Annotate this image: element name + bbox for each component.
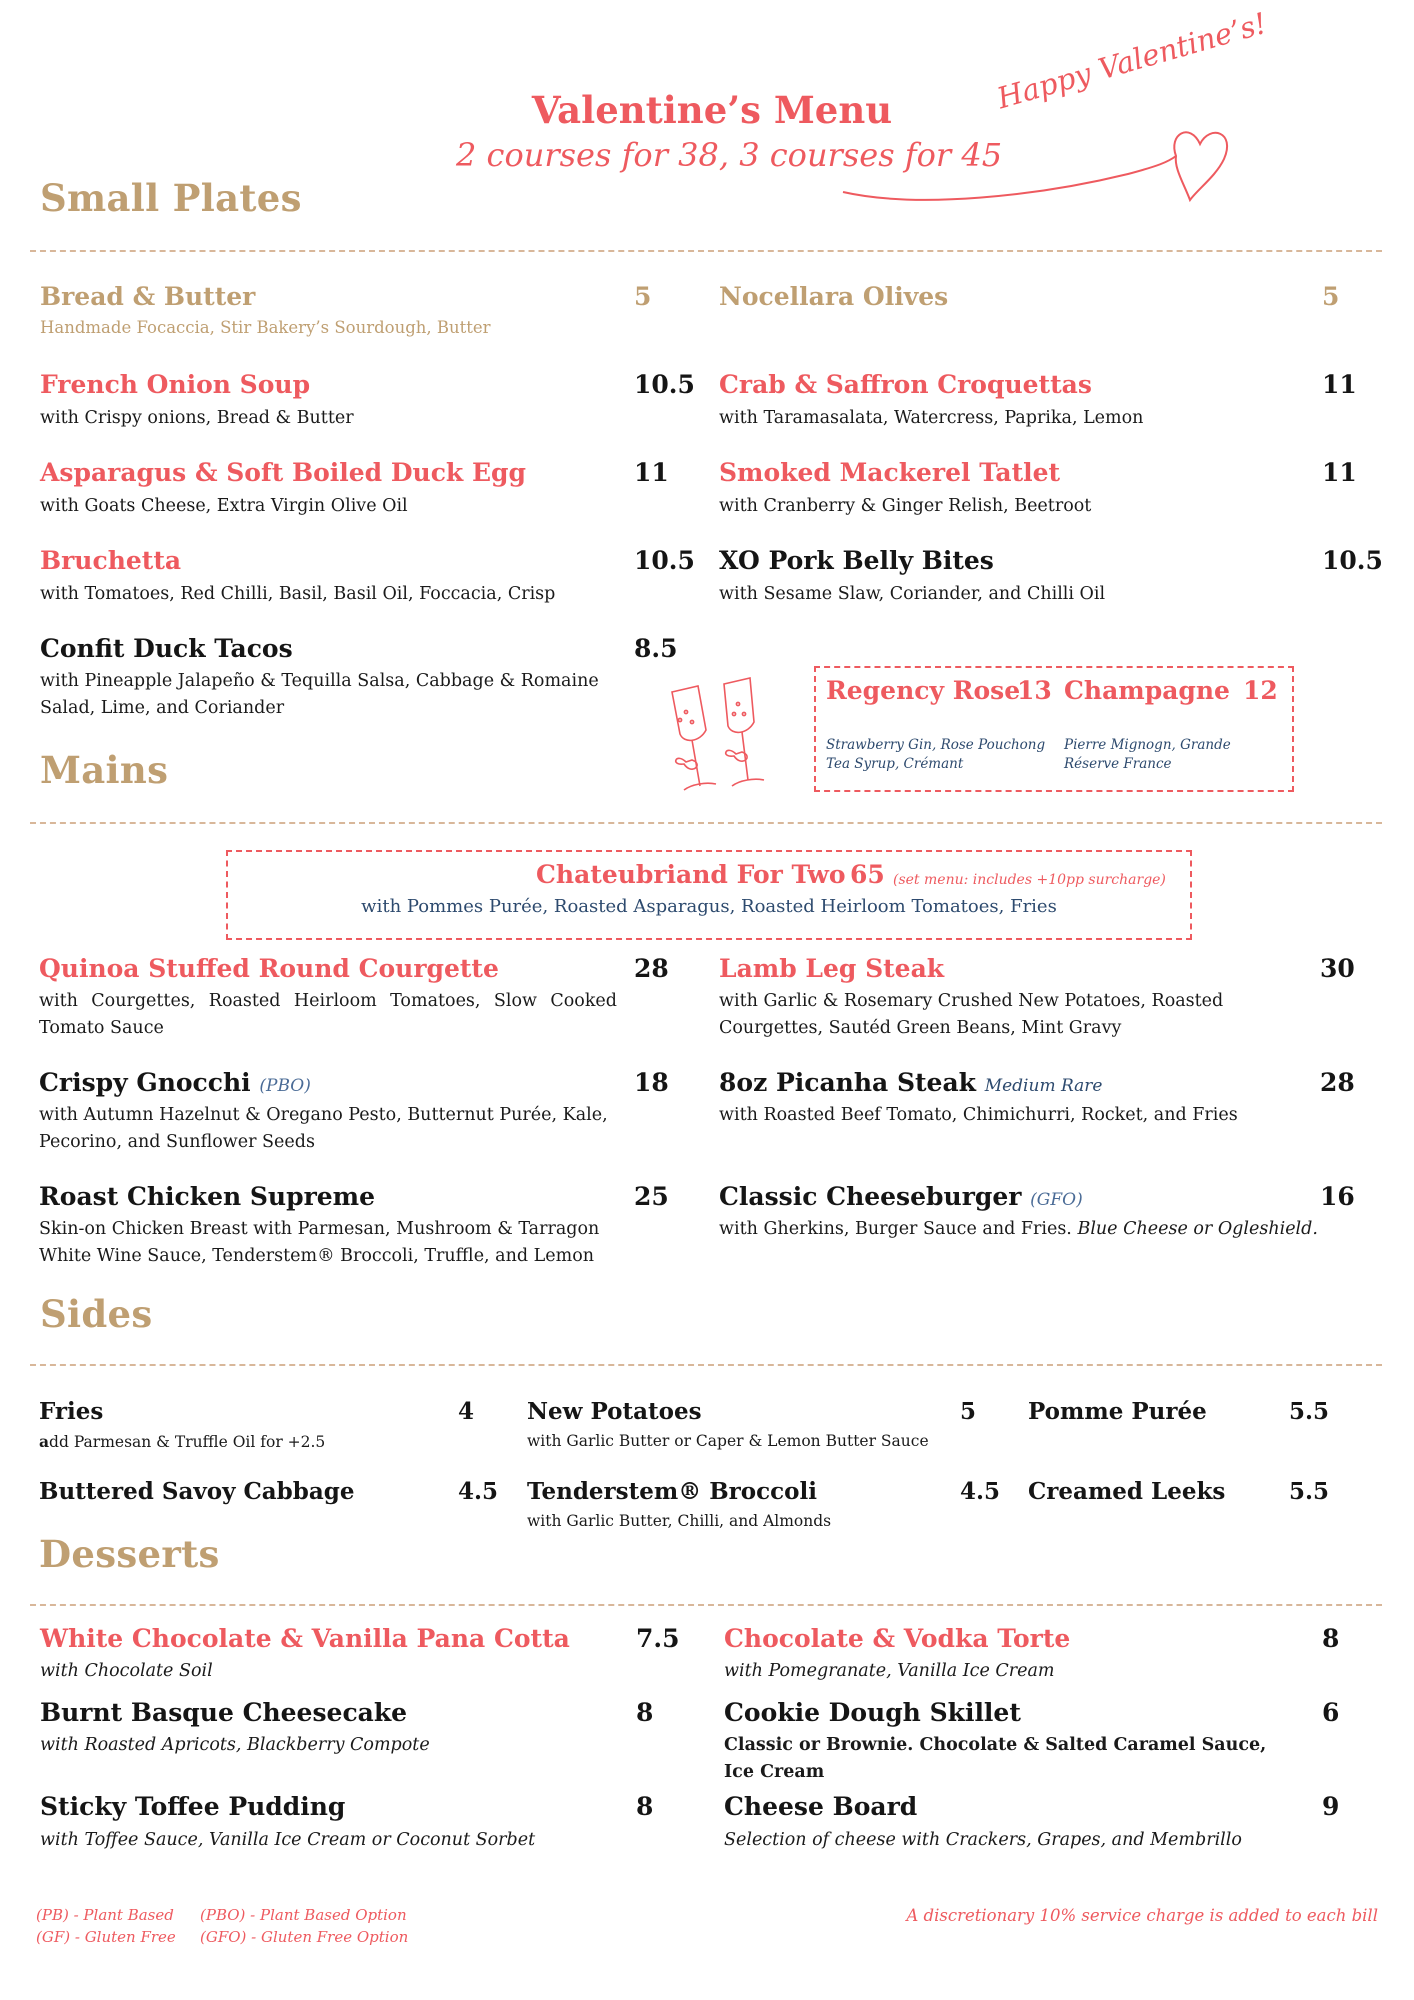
price-confit-duck-tacos: 8.5 — [634, 634, 678, 663]
service-charge-note: A discretionary 10% service charge is added to each bill — [906, 1906, 1378, 1925]
crispy-gnocchi-label: Crispy Gnocchi — [39, 1068, 251, 1097]
side-savoy-cabbage: Buttered Savoy Cabbage — [39, 1478, 355, 1505]
small-plates-heading: Small Plates — [40, 176, 302, 220]
item-smoked-mackerel: Smoked Mackerel Tatlet — [719, 458, 1061, 487]
item-nocellara-olives: Nocellara Olives — [719, 282, 949, 311]
desc-cheese-board: Selection of cheese with Crackers, Grapes, and Membrillo — [724, 1830, 1242, 1850]
desserts-divider — [30, 1604, 1382, 1606]
price-sticky-toffee: 8 — [636, 1792, 654, 1821]
price-bruchetta: 10.5 — [634, 546, 695, 575]
item-crispy-gnocchi — [39, 1068, 311, 1097]
item-bread-butter: Bread & Butter — [40, 282, 256, 311]
tag-medium-rare: Medium Rare — [984, 1076, 1103, 1096]
price-xo-pork-belly: 10.5 — [1322, 546, 1383, 575]
desc-picanha-steak: with Roasted Beef Tomato, Chimichurri, Rocket, and Fries — [719, 1105, 1238, 1125]
legend-gfo: (GFO) - Gluten Free Option — [200, 1928, 409, 1946]
cheeseburger-desc-italic: Blue Cheese or Ogleshield. — [1077, 1219, 1318, 1239]
desc-quinoa-courgette: with Courgettes, Roasted Heirloom Tomatoes, Slow Cooked Tomato Sauce — [39, 991, 617, 1038]
price-creamed-leeks: 5.5 — [1289, 1478, 1330, 1505]
side-tenderstem-broccoli: Tenderstem® Broccoli — [527, 1478, 817, 1505]
price-french-onion-soup: 10.5 — [634, 370, 695, 399]
item-bruchetta: Bruchetta — [40, 546, 182, 575]
price-basque-cheesecake: 8 — [636, 1698, 654, 1727]
price-crab-croquettas: 11 — [1322, 370, 1357, 399]
desc-roast-chicken: Skin-on Chicken Breast with Parmesan, Mushroom & Tarragon White Wine Sauce, Tenderstem® Broccoli, Truffle, and Lemon — [39, 1219, 600, 1266]
desc-pana-cotta: with Chocolate Soil — [40, 1661, 213, 1681]
side-fries: Fries — [39, 1398, 104, 1425]
desserts-heading: Desserts — [39, 1532, 220, 1576]
special-name: Chateubriand For Two — [536, 860, 846, 889]
item-quinoa-courgette: Quinoa Stuffed Round Courgette — [39, 954, 499, 983]
desc-smoked-mackerel: with Cranberry & Ginger Relish, Beetroot — [719, 496, 1092, 516]
desc-lamb-leg-steak: with Garlic & Rosemary Crushed New Potatoes, Roasted Courgettes, Sautéd Green Beans, Mint Gravy — [719, 991, 1224, 1038]
desc-sticky-toffee: with Toffee Sauce, Vanilla Ice Cream or Coconut Sorbet — [40, 1830, 536, 1850]
mains-heading: Mains — [40, 748, 169, 792]
item-classic-cheeseburger — [719, 1182, 1083, 1211]
price-pana-cotta: 7.5 — [636, 1624, 680, 1653]
dessert-vodka-torte: Chocolate & Vodka Torte — [724, 1624, 1071, 1653]
desc-confit-duck-tacos: with Pineapple Jalapeño & Tequilla Salsa, Cabbage & Romaine Salad, Lime, and Coriander — [40, 671, 599, 718]
item-confit-duck-tacos: Confit Duck Tacos — [40, 634, 293, 663]
desc-asparagus: with Goats Cheese, Extra Virgin Olive Oil — [40, 496, 408, 516]
price-regency-rose: 13 — [1017, 676, 1052, 705]
desc-bread-butter: Handmade Focaccia, Stir Bakery’s Sourdough, Butter — [40, 318, 491, 337]
item-xo-pork-belly: XO Pork Belly Bites — [719, 546, 994, 575]
price-savoy-cabbage: 4.5 — [458, 1478, 499, 1505]
desc-french-onion-soup: with Crispy onions, Bread & Butter — [40, 408, 354, 428]
dessert-basque-cheesecake: Burnt Basque Cheesecake — [40, 1698, 408, 1727]
dessert-pana-cotta: White Chocolate & Vanilla Pana Cotta — [40, 1624, 570, 1653]
price-champagne: 12 — [1243, 676, 1278, 705]
dessert-sticky-toffee: Sticky Toffee Pudding — [40, 1792, 346, 1821]
legend-pbo: (PBO) - Plant Based Option — [200, 1906, 407, 1924]
desc-xo-pork-belly: with Sesame Slaw, Coriander, and Chilli Oil — [719, 584, 1106, 604]
price-quinoa-courgette: 28 — [634, 954, 669, 983]
desc-regency-rose: Strawberry Gin, Rose Pouchong Tea Syrup, Crémant — [826, 737, 1046, 772]
classic-cheeseburger-label: Classic Cheeseburger — [719, 1182, 1022, 1211]
desc-fries-rest: dd Parmesan & Truffle Oil for +2.5 — [49, 1433, 326, 1451]
sides-heading: Sides — [40, 1292, 153, 1336]
price-tenderstem-broccoli: 4.5 — [960, 1478, 1001, 1505]
drink-regency-rose: Regency Rose — [826, 676, 1021, 705]
small-plates-divider — [30, 250, 1382, 252]
menu-subtitle: 2 courses for 38, 3 courses for 45 — [456, 136, 1003, 174]
price-nocellara-olives: 5 — [1322, 282, 1340, 311]
dessert-cheese-board: Cheese Board — [724, 1792, 918, 1821]
desc-fries — [39, 1432, 325, 1451]
desc-classic-cheeseburger — [719, 1216, 1318, 1243]
tag-pbo: (PBO) — [259, 1076, 311, 1096]
legend-gf: (GF) - Gluten Free — [36, 1928, 176, 1946]
side-creamed-leeks: Creamed Leeks — [1028, 1478, 1226, 1505]
price-cookie-dough: 6 — [1322, 1698, 1340, 1727]
price-fries: 4 — [458, 1398, 475, 1425]
price-crispy-gnocchi: 18 — [634, 1068, 669, 1097]
item-french-onion-soup: French Onion Soup — [40, 370, 311, 399]
legend-pb: (PB) - Plant Based — [36, 1906, 174, 1924]
side-new-potatoes: New Potatoes — [527, 1398, 702, 1425]
desc-vodka-torte: with Pomegranate, Vanilla Ice Cream — [724, 1661, 1055, 1681]
tag-gfo: (GFO) — [1030, 1190, 1083, 1210]
price-lamb-leg-steak: 30 — [1320, 954, 1355, 983]
desc-crab-croquettas: with Taramasalata, Watercress, Paprika, Lemon — [719, 408, 1144, 428]
dessert-cookie-dough: Cookie Dough Skillet — [724, 1698, 1021, 1727]
picanha-steak-label: 8oz Picanha Steak — [719, 1068, 976, 1097]
desc-tenderstem-broccoli: with Garlic Butter, Chilli, and Almonds — [527, 1512, 832, 1530]
desc-cookie-dough: Classic or Brownie. Chocolate & Salted Caramel Sauce, Ice Cream — [724, 1735, 1267, 1782]
item-roast-chicken: Roast Chicken Supreme — [39, 1182, 376, 1211]
mains-divider — [30, 822, 1382, 824]
price-pomme-puree: 5.5 — [1289, 1398, 1330, 1425]
desc-fries-a: a — [39, 1432, 50, 1451]
price-new-potatoes: 5 — [960, 1398, 977, 1425]
happy-valentines-script: Happy Valentine’s! — [993, 5, 1271, 116]
drink-champagne: Champagne — [1064, 676, 1230, 705]
cheeseburger-desc-text: with Gherkins, Burger Sauce and Fries. — [719, 1219, 1072, 1239]
heart-swoosh-icon — [838, 104, 1268, 214]
item-crab-croquettas: Crab & Saffron Croquettas — [719, 370, 1092, 399]
desc-new-potatoes: with Garlic Butter or Caper & Lemon Butter Sauce — [527, 1432, 929, 1450]
special-desc: with Pommes Purée, Roasted Asparagus, Roasted Heirloom Tomatoes, Fries — [361, 896, 1057, 917]
special-note: (set menu: includes +10pp surcharge) — [893, 872, 1166, 888]
price-vodka-torte: 8 — [1322, 1624, 1340, 1653]
champagne-glasses-icon — [640, 664, 790, 814]
price-picanha-steak: 28 — [1320, 1068, 1355, 1097]
special-price: 65 — [850, 860, 885, 889]
item-lamb-leg-steak: Lamb Leg Steak — [719, 954, 945, 983]
price-classic-cheeseburger: 16 — [1320, 1182, 1355, 1211]
item-asparagus: Asparagus & Soft Boiled Duck Egg — [40, 458, 526, 487]
price-bread-butter: 5 — [634, 282, 652, 311]
side-pomme-puree: Pomme Purée — [1028, 1398, 1207, 1425]
price-cheese-board: 9 — [1322, 1792, 1340, 1821]
price-asparagus: 11 — [634, 458, 669, 487]
sides-divider — [30, 1364, 1382, 1366]
price-roast-chicken: 25 — [634, 1182, 669, 1211]
desc-crispy-gnocchi: with Autumn Hazelnut & Oregano Pesto, Butternut Purée, Kale, Pecorino, and Sunflower Seeds — [39, 1105, 608, 1152]
price-smoked-mackerel: 11 — [1322, 458, 1357, 487]
menu-title: Valentine’s Menu — [531, 88, 893, 132]
item-picanha-steak — [719, 1068, 1102, 1097]
desc-bruchetta: with Tomatoes, Red Chilli, Basil, Basil Oil, Foccacia, Crisp — [40, 584, 556, 604]
desc-champagne: Pierre Mignogn, Grande Réserve France — [1064, 737, 1231, 772]
desc-basque-cheesecake: with Roasted Apricots, Blackberry Compote — [40, 1735, 430, 1755]
